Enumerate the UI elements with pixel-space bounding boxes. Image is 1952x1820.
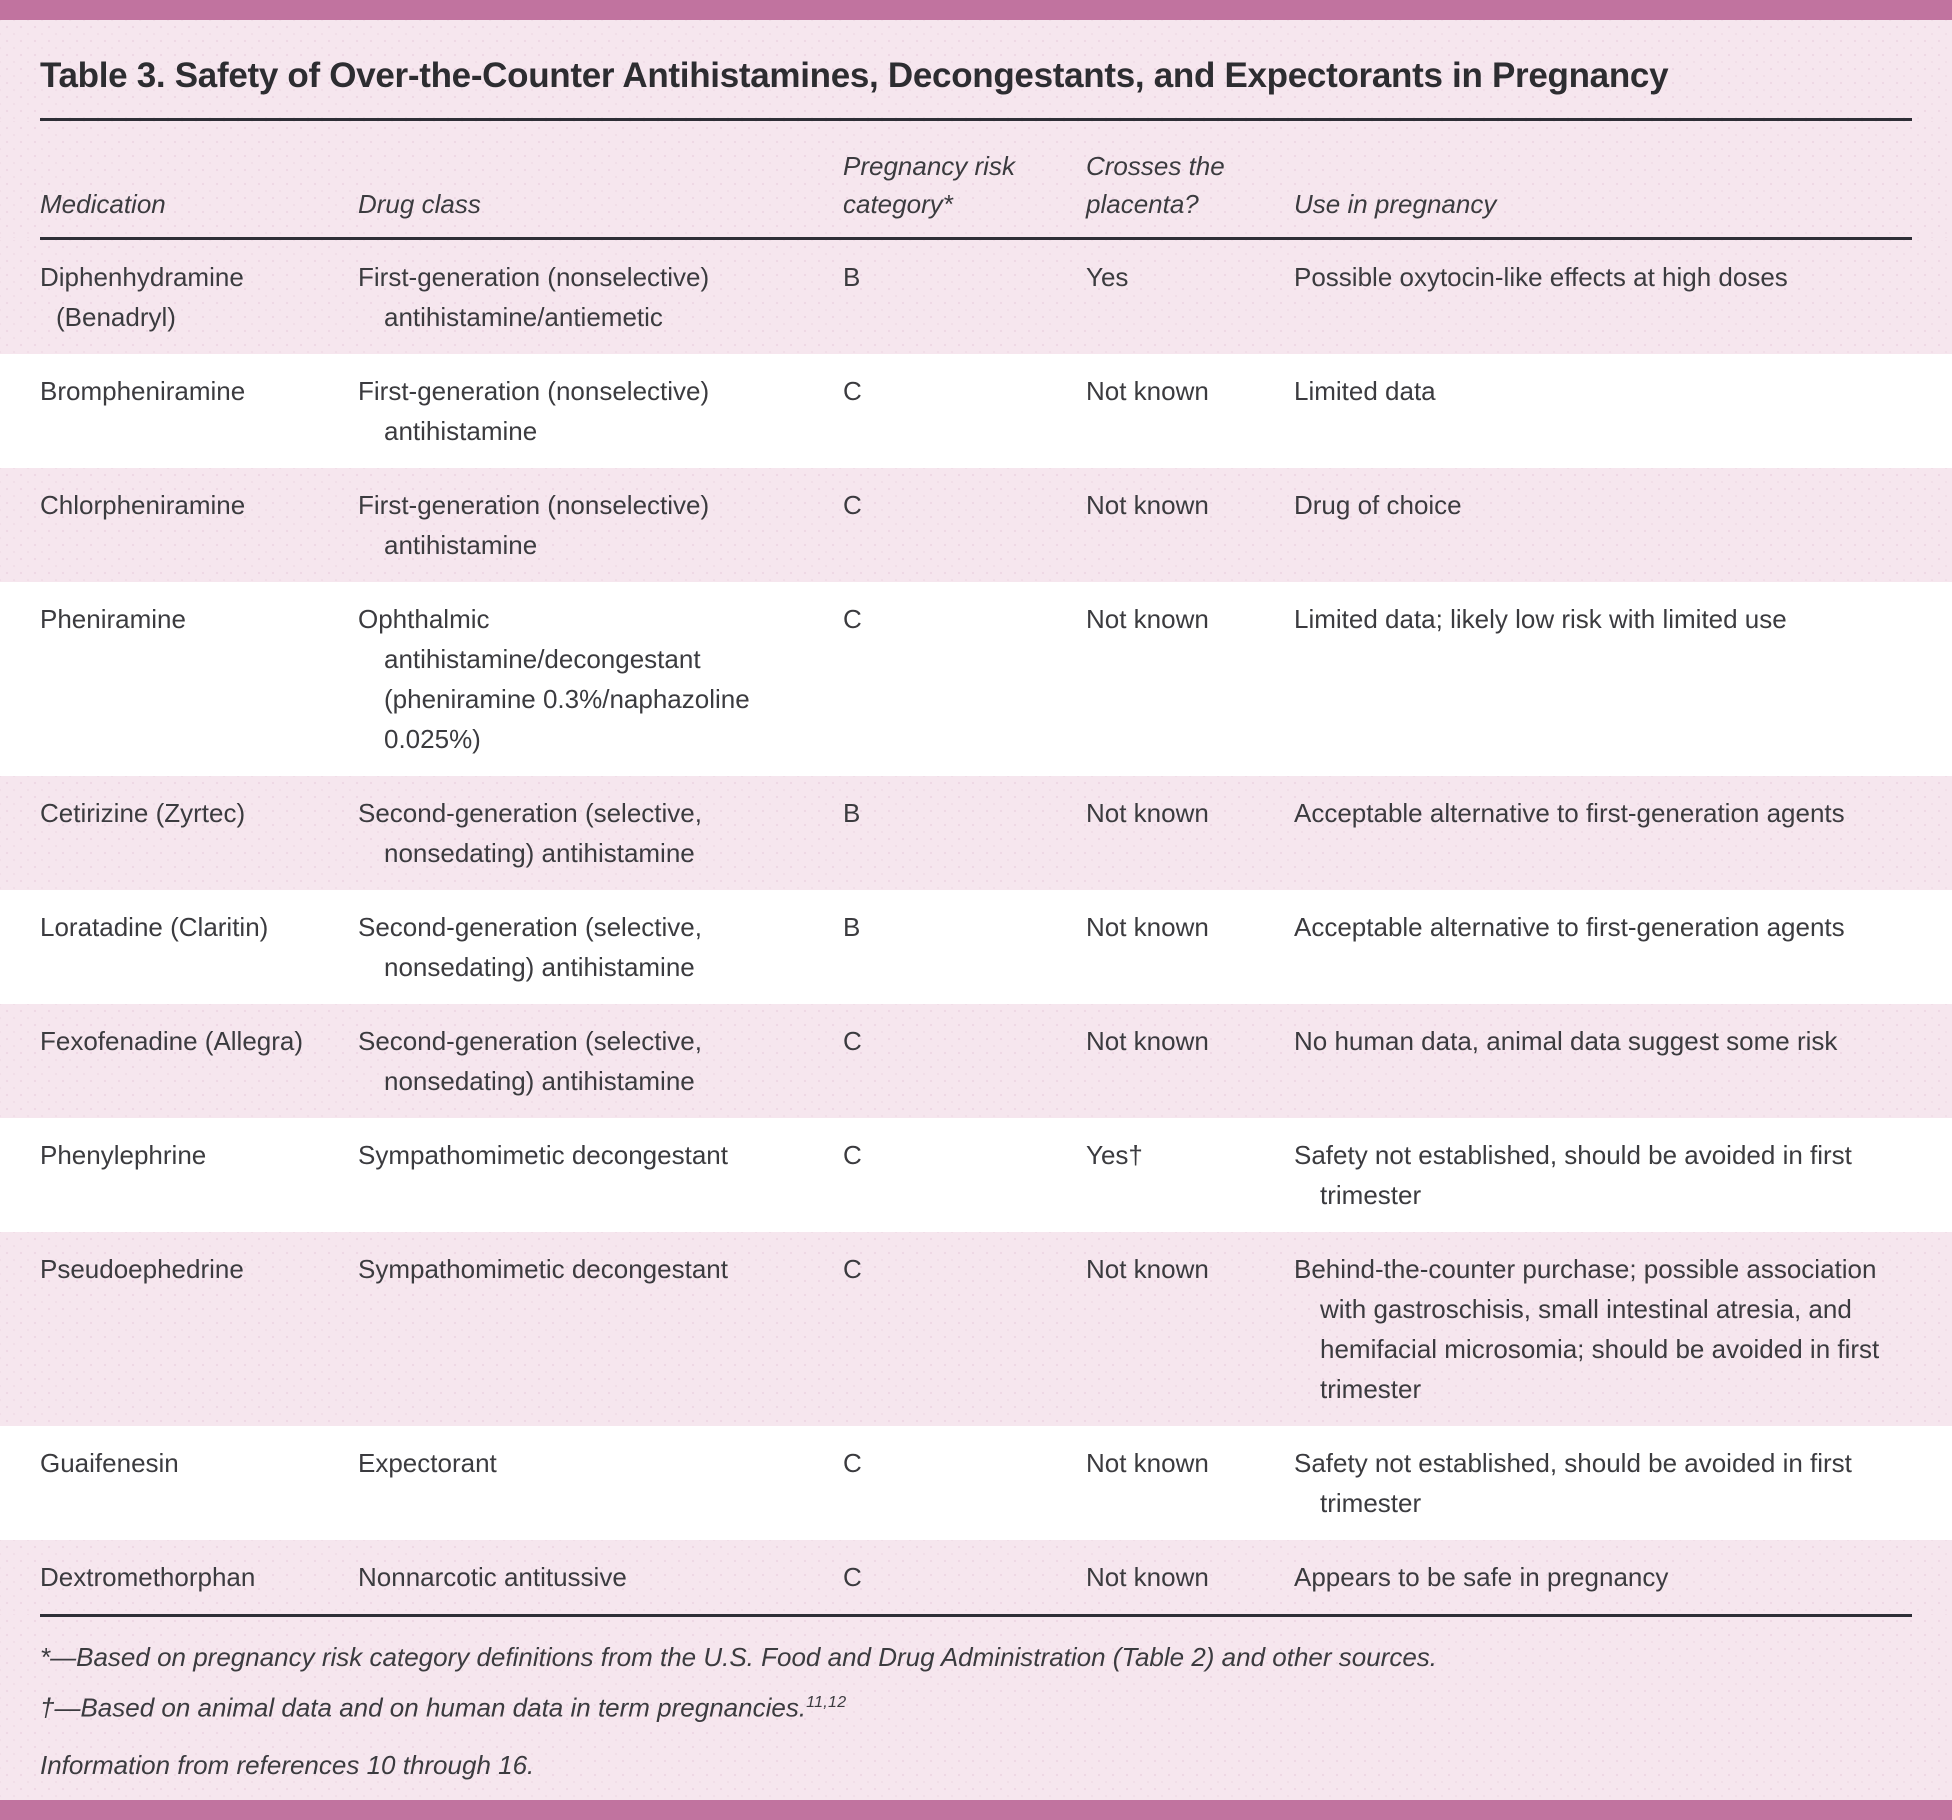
column-header-drug-class: Drug class bbox=[358, 189, 481, 219]
cell-risk-category: B bbox=[843, 262, 861, 292]
cell-medication: Chlorpheniramine bbox=[40, 490, 246, 520]
cell-use-in-pregnancy: Possible oxytocin-like effects at high doses bbox=[1294, 262, 1788, 292]
table-row bbox=[0, 354, 1952, 468]
cell-medication: Loratadine (Claritin) bbox=[40, 912, 269, 942]
column-header-crosses-placenta: Crosses the placenta? bbox=[1086, 151, 1225, 219]
cell-use-in-pregnancy: Limited data; likely low risk with limited use bbox=[1294, 604, 1787, 634]
table-header-row bbox=[0, 121, 1952, 237]
cell-use-in-pregnancy: Drug of choice bbox=[1294, 490, 1462, 520]
cell-risk-category: C bbox=[843, 1448, 862, 1478]
table-row bbox=[0, 1540, 1952, 1614]
cell-medication: Diphenhydramine (Benadryl) bbox=[40, 262, 244, 332]
table-row bbox=[0, 1118, 1952, 1232]
cell-risk-category: B bbox=[843, 798, 861, 828]
cell-crosses-placenta: Not known bbox=[1086, 490, 1209, 520]
cell-use-in-pregnancy: No human data, animal data suggest some risk bbox=[1294, 1026, 1838, 1056]
cell-crosses-placenta: Not known bbox=[1086, 604, 1209, 634]
cell-use-in-pregnancy: Acceptable alternative to first-generation agents bbox=[1294, 912, 1845, 942]
cell-drug-class: First-generation (nonselective) antihistamine/antiemetic bbox=[358, 262, 710, 332]
cell-crosses-placenta: Not known bbox=[1086, 376, 1209, 406]
cell-use-in-pregnancy: Behind-the-counter purchase; possible association with gastroschisis, small intestinal atresia, and hemifacial microsomia; should be avoided in first trimester bbox=[1294, 1254, 1880, 1404]
table-row bbox=[0, 1426, 1952, 1540]
cell-risk-category: C bbox=[843, 604, 862, 634]
cell-crosses-placenta: Yes bbox=[1086, 262, 1129, 292]
cell-drug-class: Second-generation (selective, nonsedating) antihistamine bbox=[358, 798, 702, 868]
table-row bbox=[0, 1004, 1952, 1118]
cell-medication: Phenylephrine bbox=[40, 1140, 207, 1170]
table-row bbox=[0, 776, 1952, 890]
column-header-use-in-pregnancy: Use in pregnancy bbox=[1294, 189, 1497, 219]
footer-block bbox=[0, 1614, 1952, 1800]
cell-risk-category: B bbox=[843, 912, 861, 942]
cell-drug-class: Ophthalmic antihistamine/decongestant (pheniramine 0.3%/naphazoline 0.025%) bbox=[358, 604, 750, 754]
table-row bbox=[0, 890, 1952, 1004]
cell-use-in-pregnancy: Appears to be safe in pregnancy bbox=[1294, 1562, 1669, 1592]
cell-drug-class: First-generation (nonselective) antihistamine bbox=[358, 490, 710, 560]
cell-risk-category: C bbox=[843, 490, 862, 520]
footnote-asterisk-text: *—Based on pregnancy risk category definitions from the U.S. Food and Drug Administration (Table 2) and other sources. bbox=[40, 1642, 1438, 1672]
cell-use-in-pregnancy: Limited data bbox=[1294, 376, 1436, 406]
cell-use-in-pregnancy: Safety not established, should be avoided in first trimester bbox=[1294, 1140, 1852, 1210]
cell-crosses-placenta: Not known bbox=[1086, 1448, 1209, 1478]
cell-medication: Brompheniramine bbox=[40, 376, 246, 406]
cell-drug-class: Nonnarcotic antitussive bbox=[358, 1562, 627, 1592]
cell-risk-category: C bbox=[843, 1140, 862, 1170]
cell-crosses-placenta: Not known bbox=[1086, 1254, 1209, 1284]
cell-crosses-placenta: Not known bbox=[1086, 798, 1209, 828]
footnote-dagger-references: 11,12 bbox=[806, 1694, 847, 1711]
cell-risk-category: C bbox=[843, 376, 862, 406]
source-note: Information from references 10 through 16. bbox=[40, 1749, 535, 1780]
cell-crosses-placenta: Not known bbox=[1086, 912, 1209, 942]
cell-drug-class: Sympathomimetic decongestant bbox=[358, 1254, 728, 1284]
table-row bbox=[0, 582, 1952, 776]
cell-drug-class: Expectorant bbox=[358, 1448, 497, 1478]
footnote-asterisk bbox=[40, 1635, 1912, 1680]
title-block bbox=[0, 20, 1952, 121]
cell-crosses-placenta: Not known bbox=[1086, 1026, 1209, 1056]
cell-drug-class: First-generation (nonselective) antihistamine bbox=[358, 376, 710, 446]
cell-medication: Guaifenesin bbox=[40, 1448, 179, 1478]
table-row bbox=[0, 468, 1952, 582]
cell-crosses-placenta: Not known bbox=[1086, 1562, 1209, 1592]
footnote-dagger bbox=[40, 1680, 1912, 1731]
table-body bbox=[0, 240, 1952, 1614]
bottom-accent-bar bbox=[0, 1800, 1952, 1820]
cell-drug-class: Second-generation (selective, nonsedating) antihistamine bbox=[358, 1026, 702, 1096]
cell-risk-category: C bbox=[843, 1562, 862, 1592]
table-row bbox=[0, 240, 1952, 354]
column-header-medication: Medication bbox=[40, 189, 166, 219]
column-header-risk-category: Pregnancy risk category* bbox=[843, 151, 1015, 219]
page-title: Table 3. Safety of Over-the-Counter Antihistamines, Decongestants, and Expectorants in Pregnancy bbox=[40, 56, 1669, 95]
cell-use-in-pregnancy: Acceptable alternative to first-generation agents bbox=[1294, 798, 1845, 828]
cell-crosses-placenta: Yes† bbox=[1086, 1140, 1143, 1170]
cell-medication: Fexofenadine (Allegra) bbox=[40, 1026, 304, 1056]
cell-drug-class: Second-generation (selective, nonsedating) antihistamine bbox=[358, 912, 702, 982]
cell-medication: Pseudoephedrine bbox=[40, 1254, 244, 1284]
table-row bbox=[0, 1232, 1952, 1426]
cell-medication: Pheniramine bbox=[40, 604, 186, 634]
cell-use-in-pregnancy: Safety not established, should be avoided in first trimester bbox=[1294, 1448, 1852, 1518]
footnote-dagger-text: †—Based on animal data and on human data in term pregnancies. bbox=[40, 1692, 807, 1723]
cell-medication: Dextromethorphan bbox=[40, 1562, 256, 1592]
top-accent-bar bbox=[0, 0, 1952, 20]
cell-risk-category: C bbox=[843, 1026, 862, 1056]
cell-medication: Cetirizine (Zyrtec) bbox=[40, 798, 246, 828]
cell-risk-category: C bbox=[843, 1254, 862, 1284]
cell-drug-class: Sympathomimetic decongestant bbox=[358, 1140, 728, 1170]
